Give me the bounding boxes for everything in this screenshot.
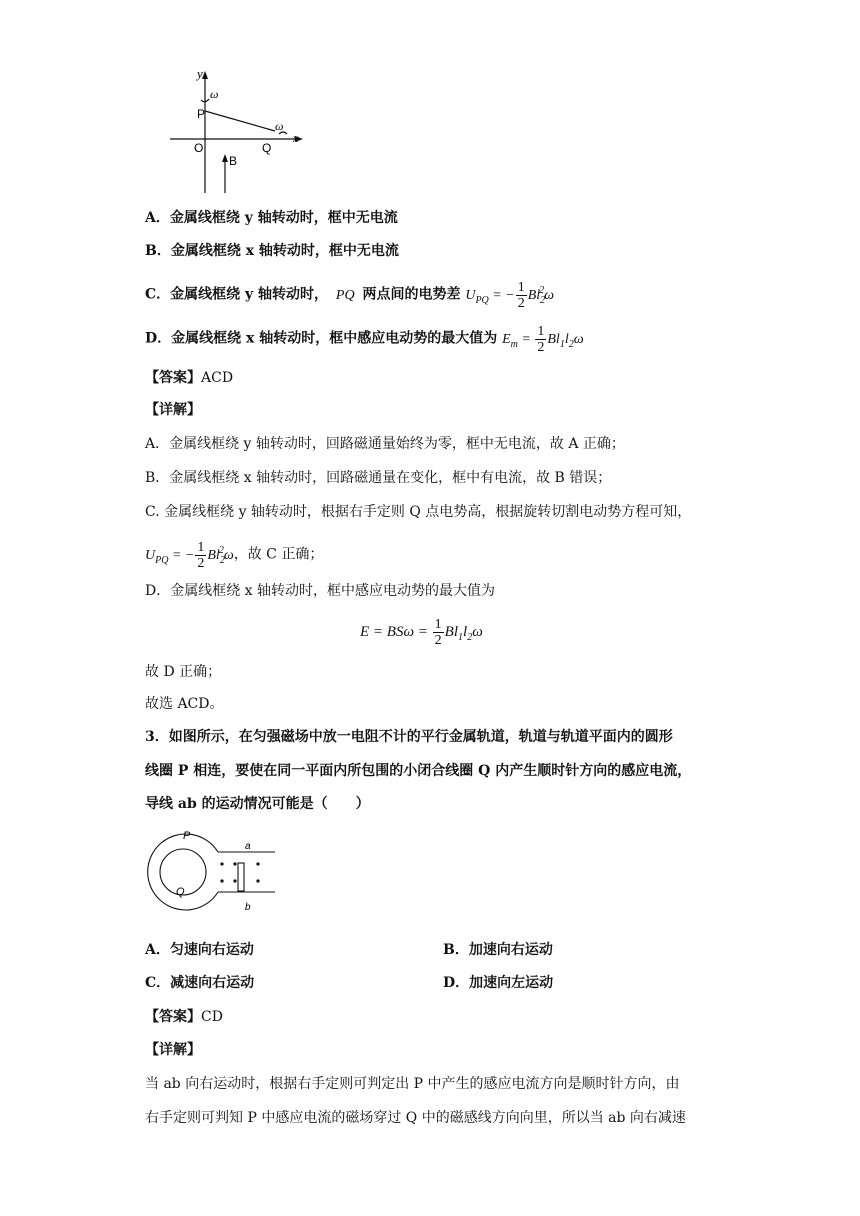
q3-stem-line3: 导线 ab 的运动情况可能是（ ） [145, 796, 370, 812]
q2-explanation-C2 [145, 540, 323, 571]
option-D-text: D．金属线框绕 x 轴转动时，框中感应电动势的最大值为 [145, 330, 498, 347]
omega-label-y: ω [210, 87, 219, 101]
q3-explanation-2: 右手定则可判知 P 中感应电流的磁场穿过 Q 中的磁感线方向向里，所以当 ab 向右减速 [145, 1110, 686, 1126]
q3-answer-value: CD [201, 1009, 223, 1025]
coordinate-figure [165, 68, 315, 198]
field-B-label: B [229, 154, 238, 168]
answer-value: ACD [201, 370, 234, 386]
q2-emf-equation: E = BSω = $\frac{1}{2}$ $Bl_1l_2\omega$ [360, 617, 483, 648]
option-D [145, 324, 584, 355]
option-D-formula: $E_m$ = $\frac{1}{2}$ $Bl_1l_2\omega$ [502, 324, 584, 355]
option-B: B．金属线框绕 x 轴转动时，框中无电流 [145, 243, 399, 259]
q2-explanation-B: B．金属线框绕 x 轴转动时，回路磁通量在变化，框中有电流，故 B 错误； [145, 470, 612, 486]
expC-tail: ，故 C 正确； [233, 546, 324, 563]
q3-explanation-1: 当 ab 向右运动时，根据右手定则可判定出 P 中产生的感应电流方向是顺时针方向，由 [145, 1076, 680, 1092]
answer-label: 【答案】 [145, 370, 201, 386]
option-C-pq: PQ [335, 287, 355, 303]
q2-explanation-D: D．金属线框绕 x 轴转动时，框中感应电动势的最大值为 [145, 583, 496, 599]
q2-explanation-A: A．金属线框绕 y 轴转动时，回路磁通量始终为零，框中无电流，故 A 正确； [145, 436, 625, 452]
option-C [145, 280, 554, 311]
rod-b-label: b [245, 902, 251, 913]
q2-detail-label: 【详解】 [145, 402, 201, 418]
q3-option-D: D．加速向左运动 [443, 975, 554, 991]
q2-answer [145, 368, 233, 388]
y-axis-label: y [197, 68, 203, 81]
q3-option-C: C．减速向右运动 [145, 975, 255, 991]
q3-option-A: A．匀速向右运动 [145, 942, 254, 958]
q3-detail-label: 【详解】 [145, 1042, 201, 1058]
x-axis-label: x [293, 131, 299, 145]
point-P-label: P [197, 107, 206, 121]
point-O-label: O [194, 141, 204, 155]
omega-label-x: ω [275, 119, 284, 133]
q2-choose: 故选 ACD。 [145, 696, 224, 712]
option-C-mid: 两点间的电势差 [362, 286, 461, 303]
point-Q-label: Q [262, 141, 272, 155]
option-C-text: C．金属线框绕 y 轴转动时， [145, 286, 329, 303]
q3-option-B: B．加速向右运动 [443, 942, 553, 958]
q2-explanation-D-ok: 故 D 正确； [145, 664, 222, 680]
q3-answer [145, 1007, 223, 1027]
coil-Q-label: Q [176, 886, 185, 898]
q3-stem-line1: 3．如图所示，在匀强磁场中放一电阻不计的平行金属轨道，轨道与轨道平面内的圆形 [145, 729, 673, 745]
coil-rail-figure [145, 826, 285, 918]
q3-answer-label: 【答案】 [145, 1009, 201, 1025]
rod-a-label: a [245, 841, 251, 852]
expC-formula: $U_{PQ}$ = − $\frac{1}{2}$ $Bl_2^2\omega$ [145, 540, 234, 571]
option-C-formula: $U_{PQ}$ = − $\frac{1}{2}$ $Bl_2^2\omega$ [465, 280, 555, 311]
q3-stem-line2: 线圈 P 相连，要使在同一平面内所包围的小闭合线圈 Q 内产生顺时针方向的感应电流， [145, 763, 692, 779]
coil-P-label: P [183, 830, 191, 842]
q2-explanation-C1: C. 金属线框绕 y 轴转动时，根据右手定则 Q 点电势高，根据旋转切割电动势方程可知， [145, 504, 692, 520]
option-A: A．金属线框绕 y 轴转动时，框中无电流 [145, 210, 398, 226]
